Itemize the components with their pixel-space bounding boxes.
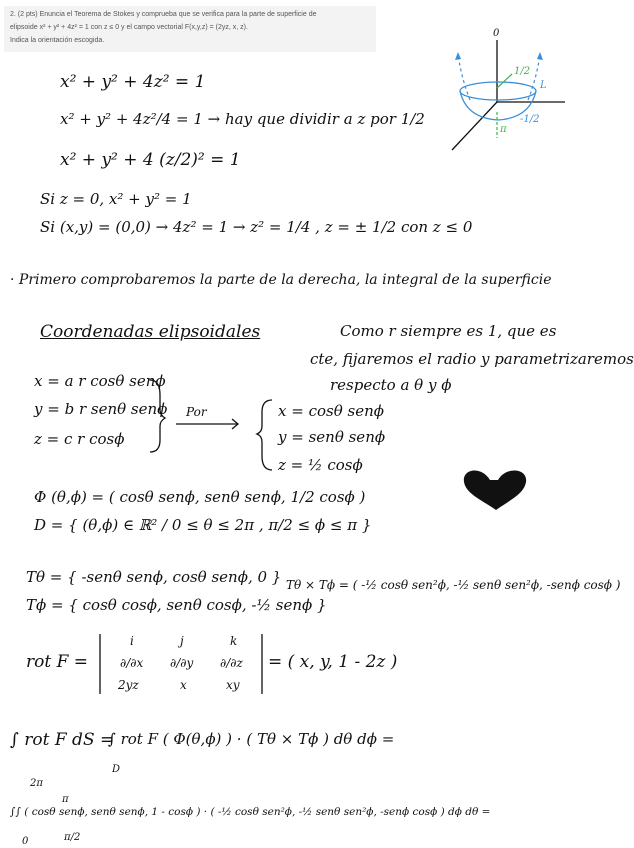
- note-line-3: respecto a θ y ϕ: [330, 376, 452, 394]
- param-x: x = a r cosθ senϕ: [34, 372, 166, 390]
- problem-line-2: elipsoide x² + y² + 4z² = 1 con z ≤ 0 y el campo vectorial F(x,y,z) = (2yz, x, z).: [10, 24, 248, 31]
- rot-result: = ( x, y, 1 - 2z ): [268, 652, 398, 672]
- double-integral: ∫∫ ( cosθ senϕ, senθ senϕ, 1 - cosϕ ) · ( -½ cosθ sen²ϕ, -½ senθ sen²ϕ, -senϕ cosϕ ) dϕ dθ =: [10, 806, 491, 818]
- rot-dz: ∂/∂z: [220, 656, 243, 670]
- integral-domain: D: [112, 764, 121, 775]
- int2-upper-1: 2π: [30, 778, 43, 789]
- sketch-l-label: L: [540, 80, 547, 91]
- tangent-phi: Tϕ = { cosθ cosϕ, senθ cosϕ, -½ senϕ }: [26, 596, 327, 614]
- rot-dx: ∂/∂x: [120, 656, 144, 670]
- equation-3: x² + y² + 4 (z/2)² = 1: [60, 150, 241, 170]
- rot-j: j: [180, 634, 184, 648]
- rot-dy: ∂/∂y: [170, 656, 194, 670]
- problem-line-3: Indica la orientación escogida.: [10, 37, 105, 44]
- param2-y: y = senθ senϕ: [278, 428, 386, 446]
- sketch-axis-label: 0: [493, 28, 500, 39]
- problem-line-1: 2. (2 pts) Enuncia el Teorema de Stokes y comprueba que se verifica para la parte de superficie de: [10, 11, 317, 18]
- param2-z: z = ½ cosϕ: [278, 456, 363, 474]
- cross-product: Tθ × Tϕ = ( -½ cosθ sen²ϕ, -½ senθ sen²ϕ, -senϕ cosϕ ): [286, 578, 621, 592]
- domain-definition: D = { (θ,ϕ) ∈ ℝ² / 0 ≤ θ ≤ 2π , π/2 ≤ ϕ ≤ π }: [34, 516, 372, 534]
- equation-4: Si z = 0, x² + y² = 1: [40, 190, 192, 208]
- equation-2: x² + y² + 4z²/4 = 1 → hay que dividir a z por 1/2: [60, 110, 425, 128]
- statement-line: · Primero comprobaremos la parte de la derecha, la integral de la superficie: [10, 272, 552, 288]
- section-title: Coordenadas elipsoidales: [40, 322, 261, 342]
- sketch-half-label: 1/2: [514, 66, 531, 77]
- note-line-2: cte, fijaremos el radio y parametrizaremos: [310, 350, 634, 368]
- rot-i: i: [130, 634, 134, 648]
- tangent-theta: Tθ = { -senθ senϕ, cosθ senϕ, 0 }: [26, 568, 282, 586]
- param2-x: x = cosθ senϕ: [278, 402, 384, 420]
- param-z: z = c r cosϕ: [34, 430, 125, 448]
- int2-lower-2: π/2: [64, 832, 81, 843]
- rot-label: rot F =: [26, 652, 89, 672]
- rot-f1: 2yz: [118, 678, 139, 692]
- integral-lhs: ∫ rot F dS =: [10, 730, 115, 750]
- rot-k: k: [230, 634, 238, 648]
- equation-5: Si (x,y) = (0,0) → 4z² = 1 → z² = 1/4 , z = ± 1/2 con z ≤ 0: [40, 218, 473, 236]
- por-label: Por: [186, 405, 207, 419]
- int2-lower-1: 0: [22, 836, 29, 847]
- parametrization: Φ (θ,ϕ) = ( cosθ senϕ, senθ senϕ, 1/2 cosϕ ): [34, 488, 366, 506]
- sketch-pi-label: π: [500, 124, 507, 135]
- sketch-neg-half-label: -1/2: [520, 114, 540, 125]
- integral-rhs: ∫ rot F ( Φ(θ,ϕ) ) · ( Tθ × Tϕ ) dθ dϕ =: [108, 730, 395, 748]
- param-y: y = b r senθ senϕ: [34, 400, 168, 418]
- int2-upper-2: π: [62, 794, 69, 805]
- note-line-1: Como r siempre es 1, que es: [340, 322, 557, 340]
- rot-f3: xy: [226, 678, 240, 692]
- rot-f2: x: [180, 678, 187, 692]
- equation-1: x² + y² + 4z² = 1: [60, 72, 206, 92]
